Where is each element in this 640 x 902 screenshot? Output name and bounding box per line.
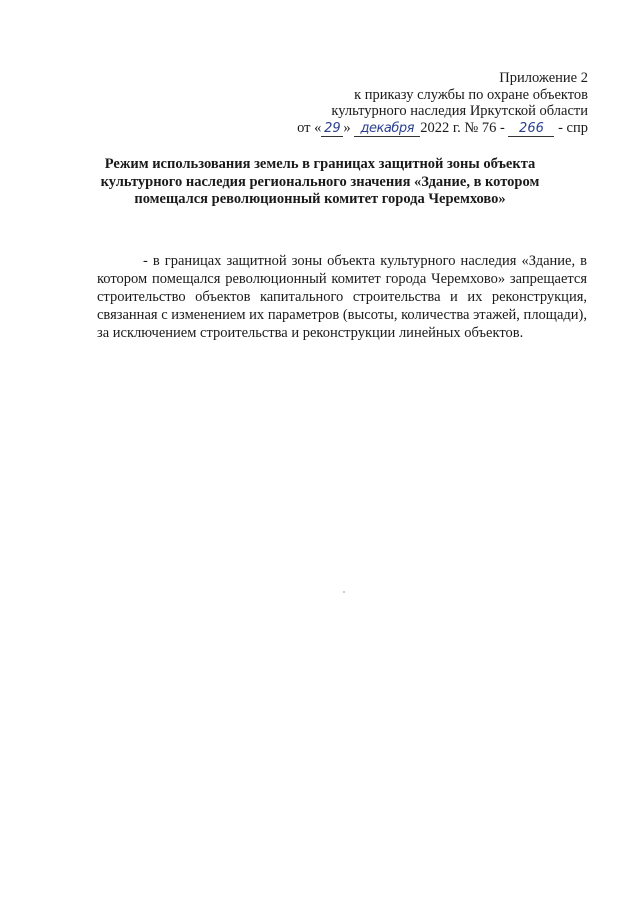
appendix-number: Приложение 2 [499,70,588,86]
handwritten-day: 29 [321,122,343,137]
order-mid: » [343,119,355,136]
scan-speck [343,591,345,593]
handwritten-order-number: 266 [508,122,554,137]
handwritten-month: декабря [354,122,420,137]
body-paragraph: - в границах защитной зоны объекта культурного наследия «Здание, в котором помещался революционный комитет города Черемхово» запрещается строительство объектов капитального строительства и их реконструкция, связанная с изменением их параметров (высоты, количества этажей, площади), за исключением строительства и реконструкции линейных объектов. [97,252,587,341]
order-prefix: от « [297,119,322,136]
order-year: 2022 г. № 76 - [420,119,509,136]
document-title: Режим использования земель в границах защитной зоны объекта культурного наследия регионального значения «Здание, в котором помещался революционный комитет города Черемхово» [100,156,540,207]
appendix-authority: культурного наследия Иркутской области [331,103,588,119]
appendix-header [268,70,588,137]
appendix-order-reference: к приказу службы по охране объектов [354,86,588,103]
order-date-number [268,120,588,137]
order-suffix: - спр [554,119,588,136]
